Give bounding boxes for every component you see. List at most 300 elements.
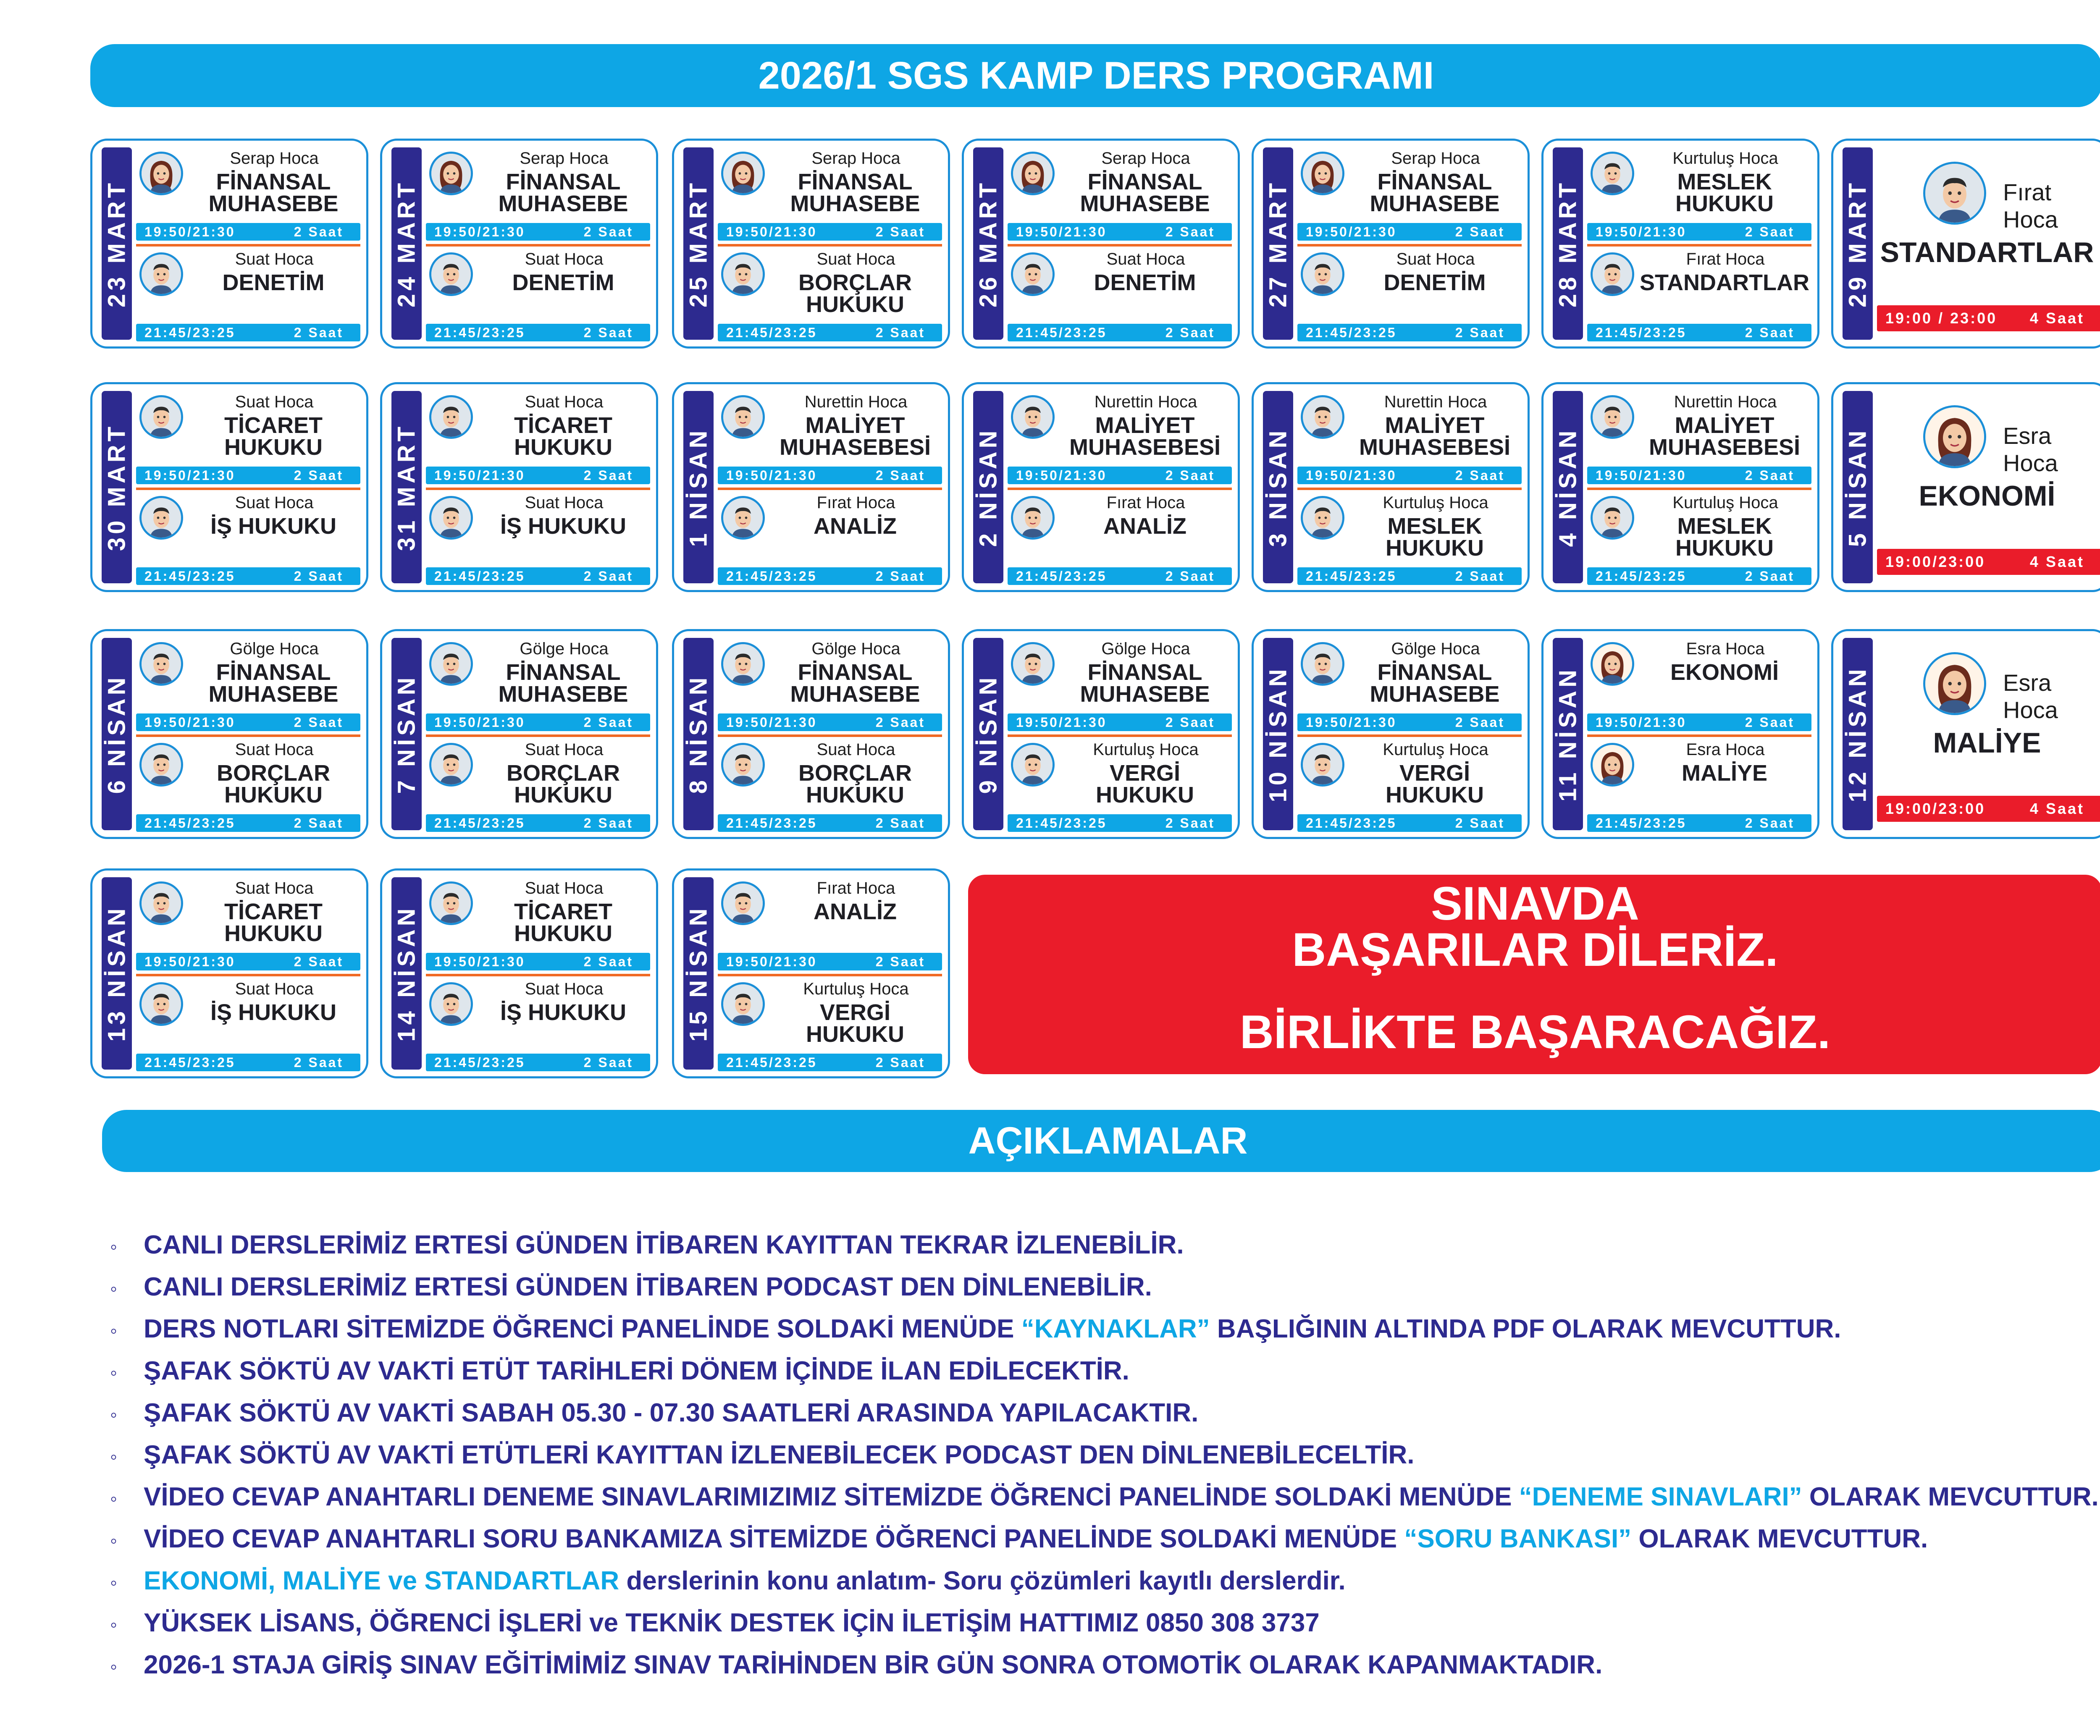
- slot-divider: [136, 734, 360, 737]
- subject-name: BORÇLAR HUKUKU: [217, 760, 330, 808]
- time-range: 21:45/23:25: [1306, 815, 1397, 831]
- duration: 2 Saat: [583, 1054, 633, 1070]
- lesson-slot: [426, 738, 650, 835]
- duration: 2 Saat: [1745, 467, 1795, 483]
- time-range: 19:00 / 23:00: [1885, 309, 1998, 327]
- time-bar: [1297, 713, 1522, 731]
- time-range: 21:45/23:25: [144, 325, 236, 340]
- teacher-avatar: [429, 743, 473, 787]
- teacher-avatar: [721, 496, 765, 540]
- subject-name: FİNANSAL MUHASEBE: [1080, 660, 1210, 707]
- day-card: [672, 139, 950, 349]
- note-text: CANLI DERSLERİMİZ ERTESİ GÜNDEN İTİBAREN PODCAST DEN DİNLENEBİLİR.: [144, 1272, 1152, 1301]
- teacher-avatar: [1011, 642, 1055, 686]
- time-bar: [136, 223, 360, 241]
- time-range: 19:50/21:30: [144, 714, 236, 730]
- lesson-slot: [718, 247, 942, 345]
- teacher-name: Suat Hoca: [235, 493, 314, 512]
- teacher-name: Fırat Hoca: [2003, 179, 2058, 233]
- teacher-name: Kurtuluş Hoca: [1672, 149, 1778, 168]
- day-card: [90, 629, 368, 839]
- date-label: [973, 638, 1003, 830]
- duration: 2 Saat: [1165, 224, 1215, 239]
- teacher-avatar: [721, 642, 765, 686]
- lesson-slot: [136, 390, 360, 488]
- teacher-name: Serap Hoca: [811, 149, 900, 168]
- date-label: [102, 877, 132, 1070]
- slot-divider: [426, 734, 650, 737]
- duration: 2 Saat: [294, 954, 344, 969]
- time-range: 19:50/21:30: [434, 954, 525, 969]
- subject-name: DENETİM: [512, 270, 614, 295]
- duration: 2 Saat: [294, 224, 344, 239]
- success-message: [968, 875, 2100, 1074]
- subject-name: ANALİZ: [814, 899, 897, 924]
- teacher-name: Gölge Hoca: [1391, 640, 1480, 658]
- day-card: [1831, 139, 2100, 349]
- duration: 2 Saat: [1165, 467, 1215, 483]
- day-card: [962, 629, 1240, 839]
- date-text: 3 NİSAN: [1264, 427, 1292, 547]
- note-highlight: “SORU BANKASI”: [1404, 1524, 1632, 1553]
- time-bar: [136, 1054, 360, 1071]
- teacher-avatar: [139, 642, 183, 686]
- lesson-slot: [1877, 640, 2100, 828]
- time-range: 19:50/21:30: [434, 224, 525, 239]
- lesson-slot: [1587, 491, 1811, 588]
- teacher-avatar: [1301, 252, 1344, 296]
- date-label: [1553, 638, 1583, 830]
- time-range: 19:50/21:30: [434, 467, 525, 483]
- subject-name: FİNANSAL MUHASEBE: [498, 169, 628, 216]
- lesson-slot: [426, 491, 650, 588]
- teacher-avatar: [1591, 395, 1634, 439]
- subject-name: STANDARTLAR: [1640, 270, 1809, 295]
- slot-divider: [426, 488, 650, 490]
- day-card: [962, 382, 1240, 592]
- teacher-avatar: [721, 395, 765, 439]
- time-bar: [1297, 814, 1522, 832]
- teacher-name: Gölge Hoca: [811, 640, 900, 658]
- teacher-name: Fırat Hoca: [816, 493, 895, 512]
- time-range: 19:50/21:30: [726, 714, 817, 730]
- teacher-avatar: [1301, 496, 1344, 540]
- teacher-avatar: [139, 982, 183, 1026]
- subject-name: EKONOMİ: [1919, 480, 2055, 512]
- teacher-avatar: [721, 982, 765, 1026]
- lesson-slot: [426, 876, 650, 974]
- time-range: 21:45/23:25: [1306, 325, 1397, 340]
- time-range: 21:45/23:25: [1306, 568, 1397, 584]
- date-text: 30 MART: [103, 423, 131, 551]
- day-card: [672, 382, 950, 592]
- teacher-avatar: [139, 252, 183, 296]
- teacher-avatar: [721, 252, 765, 296]
- duration: 2 Saat: [1455, 568, 1505, 584]
- date-label: [683, 877, 714, 1070]
- teacher-avatar: [139, 881, 183, 925]
- time-range: 19:50/21:30: [726, 224, 817, 239]
- lesson-slot: [1297, 738, 1522, 835]
- teacher-name: Kurtuluş Hoca: [1383, 493, 1488, 512]
- teacher-avatar: [1011, 743, 1055, 787]
- teacher-name: Suat Hoca: [525, 879, 604, 897]
- duration: 2 Saat: [1745, 568, 1795, 584]
- day-card: [380, 868, 658, 1078]
- duration: 2 Saat: [875, 568, 925, 584]
- subject-name: İŞ HUKUKU: [500, 514, 626, 539]
- bullet-icon: ◦: [110, 1362, 118, 1384]
- date-label: [973, 391, 1003, 583]
- note-item: [110, 1602, 2100, 1644]
- bullet-icon: ◦: [110, 1572, 118, 1594]
- date-text: 4 NİSAN: [1554, 427, 1582, 547]
- subject-name: ANALİZ: [1103, 514, 1186, 539]
- notes-banner: [102, 1110, 2100, 1172]
- subject-name: FİNANSAL MUHASEBE: [208, 660, 339, 707]
- note-item: [110, 1644, 2100, 1686]
- teacher-name: Serap Hoca: [1391, 149, 1480, 168]
- time-bar: [1587, 324, 1811, 341]
- teacher-name: Suat Hoca: [235, 393, 314, 411]
- subject-name: FİNANSAL MUHASEBE: [1370, 169, 1500, 216]
- lesson-slot: [1008, 491, 1232, 588]
- bullet-icon: ◦: [110, 1530, 118, 1552]
- time-range: 21:45/23:25: [434, 1054, 525, 1070]
- date-text: 10 NİSAN: [1264, 666, 1292, 802]
- time-range: 19:50/21:30: [726, 467, 817, 483]
- teacher-avatar: [1301, 152, 1344, 195]
- notes-title: AÇIKLAMALAR: [968, 1120, 1248, 1162]
- teacher-name: Suat Hoca: [816, 740, 895, 759]
- lesson-slot: [1297, 637, 1522, 734]
- subject-name: BORÇLAR HUKUKU: [798, 270, 912, 317]
- date-text: 12 NİSAN: [1844, 666, 1872, 802]
- time-range: 19:50/21:30: [1016, 467, 1107, 483]
- note-item: [110, 1518, 2100, 1560]
- note-highlight: “KAYNAKLAR”: [1021, 1314, 1210, 1343]
- teacher-name: Nurettin Hoca: [1384, 393, 1487, 411]
- time-range: 21:45/23:25: [144, 815, 236, 831]
- lesson-slot: [1297, 247, 1522, 345]
- duration: 2 Saat: [294, 467, 344, 483]
- teacher-avatar: [429, 252, 473, 296]
- duration: 2 Saat: [583, 815, 633, 831]
- teacher-avatar: [1923, 162, 1986, 225]
- teacher-name: Suat Hoca: [525, 740, 604, 759]
- date-text: 23 MART: [103, 179, 131, 308]
- lesson-slot: [1008, 147, 1232, 244]
- note-highlight: “DENEME SINAVLARI”: [1519, 1482, 1802, 1511]
- day-card: [1541, 382, 1819, 592]
- day-card: [380, 629, 658, 839]
- subject-name: İŞ HUKUKU: [500, 1000, 626, 1025]
- note-item: [110, 1434, 2100, 1476]
- day-card: [1541, 139, 1819, 349]
- day-card: [380, 139, 658, 349]
- slot-divider: [136, 974, 360, 976]
- time-bar: [426, 953, 650, 970]
- teacher-name: Nurettin Hoca: [804, 393, 908, 411]
- time-range: 19:00/23:00: [1885, 553, 1986, 570]
- teacher-avatar: [139, 152, 183, 195]
- slot-divider: [426, 244, 650, 247]
- time-range: 21:45/23:25: [1016, 568, 1107, 584]
- teacher-avatar: [1011, 152, 1055, 195]
- day-card: [1252, 382, 1530, 592]
- time-range: 19:50/21:30: [1306, 224, 1397, 239]
- note-text: ŞAFAK SÖKTÜ AV VAKTİ SABAH 05.30 - 07.30 SAATLERİ ARASINDA YAPILACAKTIR.: [144, 1398, 1199, 1427]
- time-range: 21:45/23:25: [726, 1054, 817, 1070]
- duration: 4 Saat: [2029, 553, 2084, 570]
- time-range: 19:50/21:30: [1596, 714, 1687, 730]
- duration: 2 Saat: [294, 568, 344, 584]
- subject-name: MALİYE: [1681, 760, 1767, 786]
- date-label: [102, 638, 132, 830]
- teacher-avatar: [1591, 743, 1634, 787]
- note-item: [110, 1266, 2100, 1308]
- date-label: [1263, 638, 1293, 830]
- time-range: 19:50/21:30: [1016, 224, 1107, 239]
- time-bar: [718, 223, 942, 241]
- lesson-slot: [1587, 738, 1811, 835]
- time-bar: [426, 223, 650, 241]
- note-text: DERS NOTLARI SİTEMİZDE ÖĞRENCİ PANELİNDE SOLDAKİ MENÜDE: [144, 1314, 1021, 1343]
- teacher-avatar: [1591, 252, 1634, 296]
- time-bar: [426, 713, 650, 731]
- subject-name: TİCARET HUKUKU: [224, 899, 323, 946]
- duration: 2 Saat: [1455, 815, 1505, 831]
- subject-name: TİCARET HUKUKU: [224, 413, 323, 460]
- teacher-name: Esra Hoca: [1686, 740, 1765, 759]
- teacher-avatar: [429, 881, 473, 925]
- duration: 2 Saat: [583, 325, 633, 340]
- teacher-avatar: [429, 152, 473, 195]
- subject-name: STANDARTLAR: [1880, 236, 2094, 268]
- teacher-name: Nurettin Hoca: [1674, 393, 1777, 411]
- time-bar: [136, 953, 360, 970]
- note-item: [110, 1392, 2100, 1434]
- page-title: 2026/1 SGS KAMP DERS PROGRAMI: [758, 54, 1434, 97]
- teacher-name: Suat Hoca: [1106, 250, 1185, 268]
- date-text: 6 NİSAN: [103, 674, 131, 794]
- duration: 2 Saat: [294, 325, 344, 340]
- teacher-name: Kurtuluş Hoca: [1383, 740, 1488, 759]
- lesson-slot: [1587, 247, 1811, 345]
- slot-divider: [718, 734, 942, 737]
- subject-name: MALİYE: [1933, 727, 2041, 759]
- teacher-avatar: [139, 496, 183, 540]
- note-item: [110, 1224, 2100, 1266]
- subject-name: DENETİM: [222, 270, 325, 295]
- subject-name: FİNANSAL MUHASEBE: [1370, 660, 1500, 707]
- date-label: [683, 391, 714, 583]
- lesson-slot: [1587, 637, 1811, 734]
- time-bar: [718, 324, 942, 341]
- time-range: 19:50/21:30: [144, 467, 236, 483]
- teacher-name: Serap Hoca: [230, 149, 319, 168]
- date-text: 14 NİSAN: [393, 905, 420, 1042]
- date-text: 25 MART: [685, 179, 712, 308]
- teacher-avatar: [429, 982, 473, 1026]
- day-card: [1831, 629, 2100, 839]
- teacher-avatar: [1301, 743, 1344, 787]
- subject-name: EKONOMİ: [1670, 660, 1779, 685]
- teacher-name: Gölge Hoca: [520, 640, 609, 658]
- time-bar: [136, 567, 360, 585]
- teacher-name: Kurtuluş Hoca: [1672, 493, 1778, 512]
- subject-name: MALİYET MUHASEBESİ: [1359, 413, 1511, 460]
- subject-name: İŞ HUKUKU: [210, 1000, 336, 1025]
- bullet-icon: ◦: [110, 1404, 118, 1426]
- subject-name: VERGİ HUKUKU: [1386, 760, 1484, 808]
- day-card: [672, 629, 950, 839]
- time-bar: [718, 814, 942, 832]
- teacher-name: Kurtuluş Hoca: [1093, 740, 1199, 759]
- teacher-name: Suat Hoca: [235, 250, 314, 268]
- teacher-avatar: [1591, 152, 1634, 195]
- note-text: derslerinin konu anlatım- Soru çözümleri kayıtlı derslerdir.: [619, 1566, 1346, 1595]
- lesson-slot: [426, 147, 650, 244]
- note-text: YÜKSEK LİSANS, ÖĞRENCİ İŞLERİ ve TEKNİK DESTEK İÇİN İLETİŞİM HATTIMIZ 0850 308 3737: [144, 1608, 1320, 1637]
- date-text: 15 NİSAN: [685, 905, 712, 1042]
- teacher-avatar: [429, 642, 473, 686]
- date-label: [1843, 147, 1873, 340]
- teacher-name: Suat Hoca: [525, 393, 604, 411]
- subject-name: TİCARET HUKUKU: [514, 413, 612, 460]
- date-label: [391, 877, 422, 1070]
- teacher-avatar: [1591, 642, 1634, 686]
- date-label: [683, 638, 714, 830]
- time-bar: [136, 324, 360, 341]
- lesson-slot: [718, 738, 942, 835]
- lesson-slot: [426, 637, 650, 734]
- slot-divider: [1297, 488, 1522, 490]
- subject-name: DENETİM: [1094, 270, 1196, 295]
- day-card: [1252, 629, 1530, 839]
- day-card: [1541, 629, 1819, 839]
- day-card: [1831, 382, 2100, 592]
- note-highlight: EKONOMİ, MALİYE ve STANDARTLAR: [144, 1566, 620, 1595]
- time-bar: [1008, 567, 1232, 585]
- date-text: 29 MART: [1844, 179, 1872, 308]
- duration: 2 Saat: [294, 714, 344, 730]
- teacher-name: Fırat Hoca: [1686, 250, 1765, 268]
- duration: 2 Saat: [1745, 815, 1795, 831]
- duration: 2 Saat: [1745, 224, 1795, 239]
- subject-name: VERGİ HUKUKU: [806, 1000, 904, 1047]
- duration: 2 Saat: [1455, 714, 1505, 730]
- day-card: [90, 868, 368, 1078]
- time-bar: [718, 467, 942, 484]
- teacher-name: Fırat Hoca: [1106, 493, 1185, 512]
- teacher-name: Suat Hoca: [525, 250, 604, 268]
- title-banner: [90, 44, 2100, 107]
- teacher-avatar: [1923, 405, 1986, 468]
- time-bar: [1877, 549, 2100, 575]
- date-text: 9 NİSAN: [974, 674, 1002, 794]
- teacher-name: Suat Hoca: [525, 493, 604, 512]
- lesson-slot: [136, 977, 360, 1075]
- subject-name: MESLEK HUKUKU: [1386, 514, 1484, 561]
- time-range: 21:45/23:25: [144, 568, 236, 584]
- time-bar: [718, 953, 942, 970]
- time-bar: [426, 467, 650, 484]
- duration: 2 Saat: [875, 714, 925, 730]
- lesson-slot: [136, 247, 360, 345]
- teacher-name: Nurettin Hoca: [1094, 393, 1197, 411]
- duration: 2 Saat: [294, 1054, 344, 1070]
- message-line-2: BAŞARILAR DİLERİZ.: [1292, 923, 1778, 976]
- duration: 2 Saat: [583, 568, 633, 584]
- lesson-slot: [136, 738, 360, 835]
- date-text: 13 NİSAN: [103, 905, 131, 1042]
- time-bar: [136, 814, 360, 832]
- date-label: [391, 147, 422, 340]
- time-range: 19:50/21:30: [1596, 467, 1687, 483]
- teacher-name: Gölge Hoca: [1101, 640, 1190, 658]
- lesson-slot: [718, 491, 942, 588]
- time-range: 21:45/23:25: [1596, 325, 1687, 340]
- date-text: 1 NİSAN: [685, 427, 712, 547]
- date-text: 11 NİSAN: [1554, 666, 1582, 802]
- date-text: 31 MART: [393, 423, 420, 551]
- date-text: 28 MART: [1554, 179, 1582, 308]
- note-text: OLARAK MEVCUTTUR.: [1802, 1482, 2099, 1511]
- day-card: [1252, 139, 1530, 349]
- note-text: VİDEO CEVAP ANAHTARLI DENEME SINAVLARIMIZIMIZ SİTEMİZDE ÖĞRENCİ PANELİNDE SOLDAKİ MENÜDE: [144, 1482, 1519, 1511]
- date-text: 8 NİSAN: [685, 674, 712, 794]
- date-label: [973, 147, 1003, 340]
- time-range: 19:50/21:30: [1306, 714, 1397, 730]
- teacher-name: Suat Hoca: [235, 980, 314, 998]
- lesson-slot: [718, 876, 942, 974]
- time-range: 21:45/23:25: [1016, 815, 1107, 831]
- note-text: VİDEO CEVAP ANAHTARLI SORU BANKAMIZA SİTEMİZDE ÖĞRENCİ PANELİNDE SOLDAKİ MENÜDE: [144, 1524, 1404, 1553]
- note-item: [110, 1308, 2100, 1350]
- duration: 2 Saat: [1165, 325, 1215, 340]
- lesson-slot: [1297, 147, 1522, 244]
- date-text: 5 NİSAN: [1844, 427, 1872, 547]
- lesson-slot: [718, 147, 942, 244]
- duration: 4 Saat: [2029, 309, 2084, 327]
- slot-divider: [718, 244, 942, 247]
- note-text: OLARAK MEVCUTTUR.: [1631, 1524, 1928, 1553]
- bullet-icon: ◦: [110, 1656, 118, 1678]
- time-range: 21:45/23:25: [726, 568, 817, 584]
- time-bar: [1587, 467, 1811, 484]
- time-bar: [1008, 223, 1232, 241]
- date-label: [391, 638, 422, 830]
- lesson-slot: [1877, 393, 2100, 581]
- lesson-slot: [1008, 637, 1232, 734]
- lesson-slot: [1008, 390, 1232, 488]
- teacher-name: Fırat Hoca: [816, 879, 895, 897]
- teacher-avatar: [1591, 496, 1634, 540]
- note-text: ŞAFAK SÖKTÜ AV VAKTİ ETÜTLERİ KAYITTAN İZLENEBİLECEK PODCAST DEN DİNLENEBİLECELTİR.: [144, 1440, 1415, 1469]
- date-label: [102, 391, 132, 583]
- time-bar: [426, 324, 650, 341]
- teacher-avatar: [1301, 395, 1344, 439]
- slot-divider: [136, 488, 360, 490]
- slot-divider: [1587, 488, 1811, 490]
- subject-name: İŞ HUKUKU: [210, 514, 336, 539]
- slot-divider: [1008, 244, 1232, 247]
- subject-name: MESLEK HUKUKU: [1675, 514, 1774, 561]
- teacher-name: Suat Hoca: [235, 879, 314, 897]
- time-bar: [1008, 713, 1232, 731]
- duration: 2 Saat: [1165, 568, 1215, 584]
